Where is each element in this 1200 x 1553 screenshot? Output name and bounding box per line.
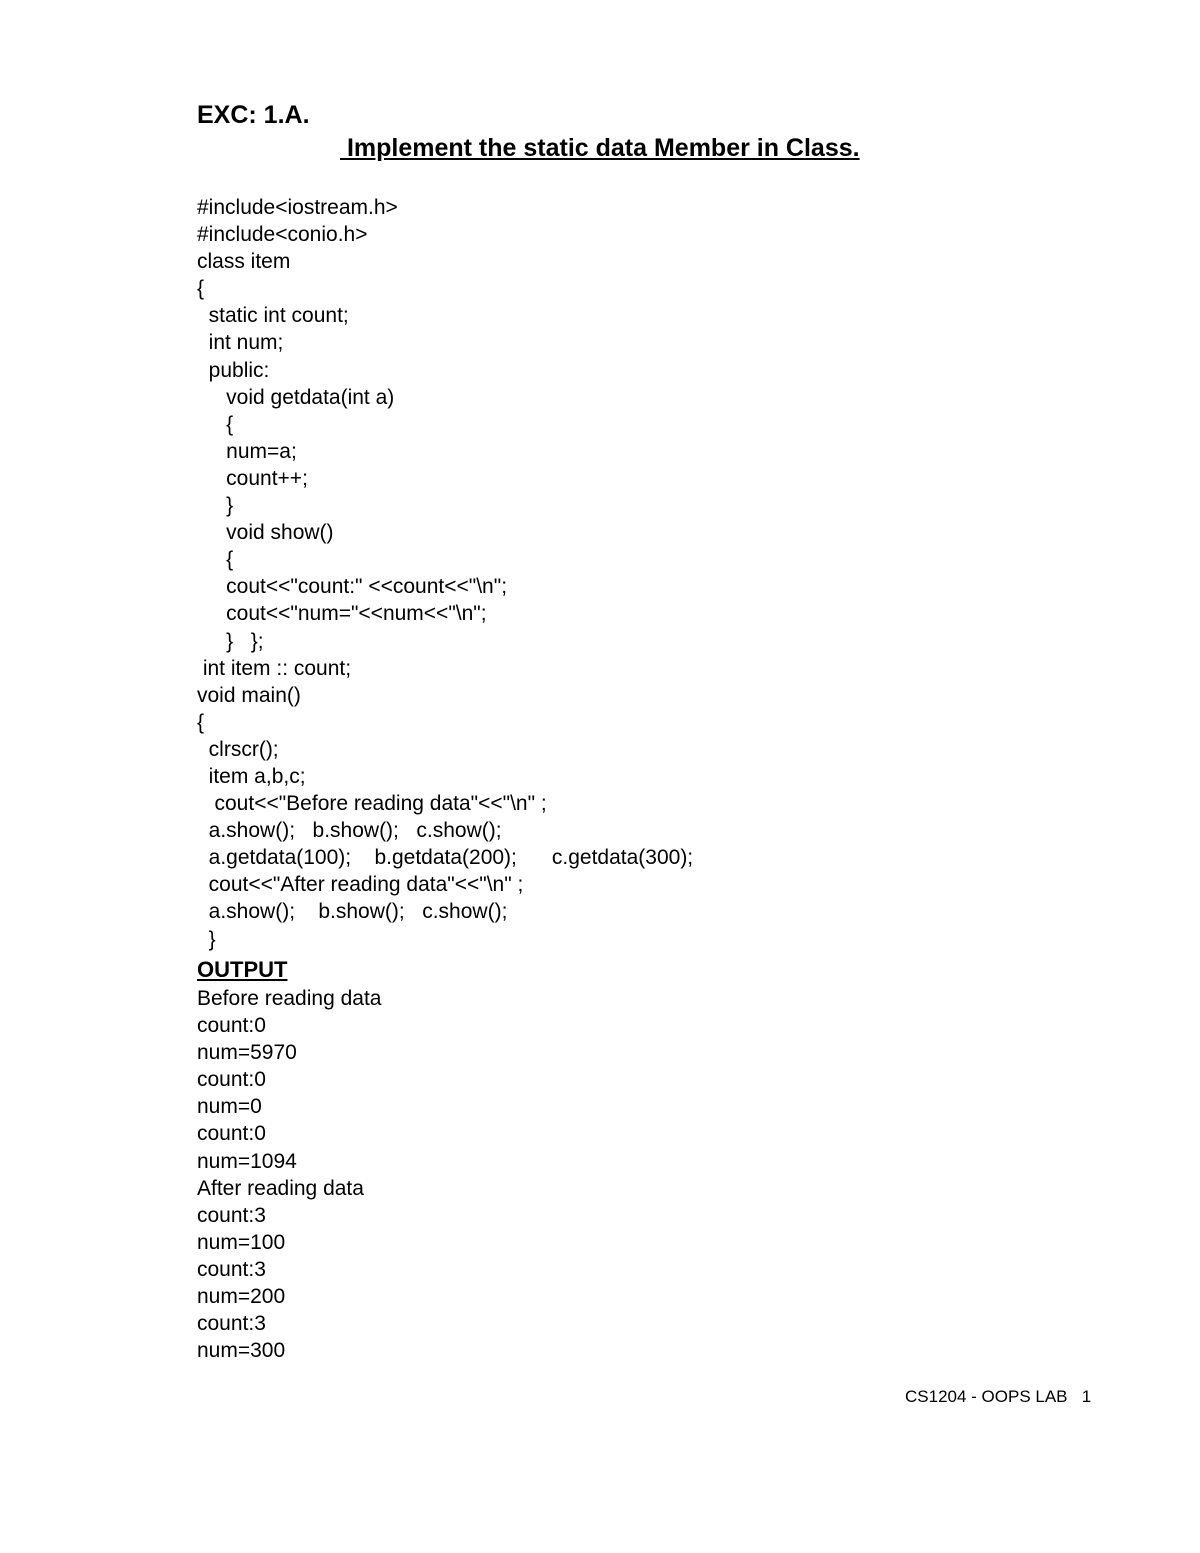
code-line: { xyxy=(197,710,205,734)
code-line: cout<<"After reading data"<<"\n" ; xyxy=(197,873,524,897)
output-line: num=300 xyxy=(197,1339,286,1363)
code-line: cout<<"count:" <<count<<"\n"; xyxy=(197,575,508,599)
code-line: { xyxy=(197,277,205,301)
code-line: cout<<"Before reading data"<<"\n" ; xyxy=(197,792,547,816)
code-line: item a,b,c; xyxy=(197,764,306,788)
code-line: count++; xyxy=(197,466,308,490)
output-line: After reading data xyxy=(197,1176,364,1200)
output-line: count:3 xyxy=(197,1203,266,1227)
code-line: { xyxy=(197,412,234,436)
output-line: num=1094 xyxy=(197,1149,297,1173)
output-line: count:0 xyxy=(197,1014,266,1038)
code-line: void show() xyxy=(197,521,334,545)
code-line: clrscr(); xyxy=(197,737,279,761)
code-line: a.getdata(100); b.getdata(200); c.getdata(300); xyxy=(197,846,694,870)
code-line: a.show(); b.show(); c.show(); xyxy=(197,900,508,924)
code-line: int num; xyxy=(197,331,284,355)
output-listing xyxy=(197,985,381,1364)
page-footer: CS1204 - OOPS LAB 1 xyxy=(905,1387,1092,1406)
code-line: cout<<"num="<<num<<"\n"; xyxy=(197,602,487,626)
output-line: num=100 xyxy=(197,1230,286,1254)
output-line: num=5970 xyxy=(197,1041,297,1065)
output-heading: OUTPUT xyxy=(197,957,288,982)
output-line: num=200 xyxy=(197,1285,286,1309)
code-line: class item xyxy=(197,250,291,274)
code-line: #include<iostream.h> xyxy=(197,196,398,219)
code-line: void main() xyxy=(197,683,301,707)
output-line: Before reading data xyxy=(197,987,382,1010)
page-title: Implement the static data Member in Class. xyxy=(340,134,860,162)
code-line: #include<conio.h> xyxy=(197,223,368,247)
code-line: static int count; xyxy=(197,304,349,328)
code-line: num=a; xyxy=(197,439,297,463)
code-line: } }; xyxy=(197,629,264,653)
code-line: void getdata(int a) xyxy=(197,385,395,409)
code-listing xyxy=(197,194,693,953)
code-line: a.show(); b.show(); c.show(); xyxy=(197,819,502,843)
exercise-label: EXC: 1.A. xyxy=(197,101,310,129)
output-line: num=0 xyxy=(197,1095,262,1119)
output-line: count:0 xyxy=(197,1068,266,1092)
code-line: } xyxy=(197,494,234,518)
code-line: public: xyxy=(197,358,270,382)
output-line: count:3 xyxy=(197,1312,266,1336)
output-line: count:3 xyxy=(197,1257,266,1281)
code-line: int item :: count; xyxy=(197,656,352,680)
output-line: count:0 xyxy=(197,1122,266,1146)
code-line: { xyxy=(197,548,234,572)
code-line: } xyxy=(197,927,216,951)
